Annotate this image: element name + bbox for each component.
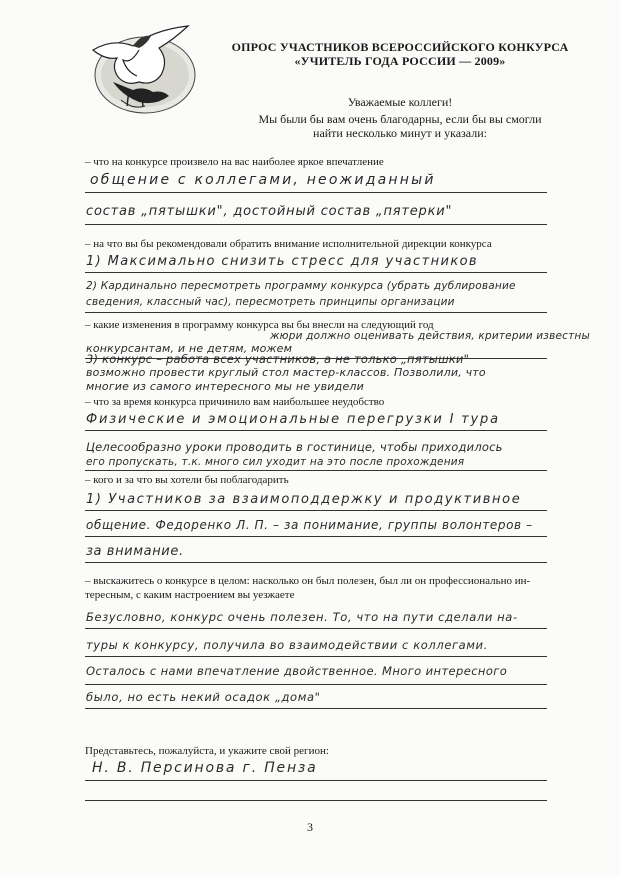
answer-4-line2[interactable]: Целесообразно уроки проводить в гостинице, чтобы приходилось	[86, 440, 503, 454]
answer-5-line2[interactable]: общение. Федоренко Л. П. – за понимание, группы волонтеров –	[86, 518, 533, 532]
answer-3-line2[interactable]: конкурсантам, и не детям, можем	[86, 342, 293, 355]
answer-rule	[85, 656, 547, 657]
answer-6-line1[interactable]: Безусловно, конкурс очень полезен. То, что на пути сделали на-	[86, 610, 518, 624]
answer-1-line1[interactable]: общение с коллегами, неожиданный	[90, 172, 436, 188]
answer-3-line1[interactable]: жюри должно оценивать действия, критерии известны	[270, 330, 590, 342]
survey-title-line1: ОПРОС УЧАСТНИКОВ ВСЕРОССИЙСКОГО КОНКУРСА	[231, 40, 569, 54]
intro-line1: Мы были бы вам очень благодарны, если бы вы смогли	[258, 112, 542, 126]
answer-rule	[85, 430, 547, 431]
page-number: 3	[307, 820, 313, 834]
signature-rule	[85, 800, 547, 801]
intro-line2: найти несколько минут и указали:	[313, 126, 487, 140]
pelican-logo-icon	[83, 20, 203, 118]
answer-3-line3[interactable]: 3) конкурс – работа всех участников, а не только „пятышки"	[86, 352, 470, 366]
answer-rule	[85, 536, 547, 537]
answer-rule	[85, 628, 547, 629]
question-6-label	[85, 574, 555, 602]
answer-2-line2[interactable]: 2) Кардинально пересмотреть программу конкурса (убрать дублирование	[86, 280, 516, 292]
question-3-label: – какие изменения в программу конкурса вы бы внесли на следующий год	[85, 319, 434, 331]
question-5-label: – кого и за что вы хотели бы поблагодарить	[85, 474, 289, 486]
signature-value[interactable]: Н. В. Персинова г. Пенза	[92, 760, 318, 776]
signature-rule	[85, 780, 547, 781]
answer-2-line1[interactable]: 1) Максимально снизить стресс для участников	[86, 254, 478, 269]
answer-6-line3[interactable]: Осталось с нами впечатление двойственное. Много интересного	[86, 664, 508, 678]
answer-3-line4[interactable]: возможно провести круглый стол мастер-классов. Позволили, что	[86, 366, 486, 379]
answer-6-line4[interactable]: было, но есть некий осадок „дома"	[86, 690, 321, 704]
question-1-label: – что на конкурсе произвело на вас наиболее яркое впечатление	[85, 156, 384, 168]
answer-rule	[85, 684, 547, 685]
signature-label: Представьтесь, пожалуйста, и укажите свой регион:	[85, 745, 329, 757]
answer-rule	[85, 192, 547, 193]
answer-rule	[85, 562, 547, 563]
greeting: Уважаемые коллеги!	[347, 95, 453, 109]
answer-4-line3[interactable]: его пропускать, т.к. много сил уходит на это после прохождения	[86, 456, 465, 468]
answer-6-line2[interactable]: туры к конкурсу, получила во взаимодействии с коллегами.	[86, 638, 488, 652]
answer-3-line5[interactable]: многие из самого интересного мы не увидели	[86, 380, 365, 393]
answer-5-line3[interactable]: за внимание.	[86, 544, 184, 559]
question-4-label: – что за время конкурса причинило вам наибольшее неудобство	[85, 396, 385, 408]
answer-rule	[85, 708, 547, 709]
answer-rule	[85, 224, 547, 225]
question-2-label: – на что вы бы рекомендовали обратить внимание исполнительной дирекции конкурса	[85, 238, 492, 250]
answer-1-line2[interactable]: состав „пятышки", достойный состав „пятерки"	[86, 204, 453, 219]
survey-title-line2: «УЧИТЕЛЬ ГОДА РОССИИ — 2009»	[294, 54, 506, 68]
answer-4-line1[interactable]: Физические и эмоциональные перегрузки I тура	[86, 412, 500, 427]
answer-rule	[85, 510, 547, 511]
question-6-label-line1: – выскажитесь о конкурсе в целом: насколько он был полезен, был ли он профессионально ин-	[85, 575, 531, 587]
answer-5-line1[interactable]: 1) Участников за взаимоподдержку и продуктивное	[86, 492, 522, 507]
answer-rule	[85, 312, 547, 313]
intro-text	[210, 112, 590, 140]
answer-rule	[85, 470, 547, 471]
survey-title	[210, 40, 590, 68]
answer-2-line3[interactable]: сведения, классный час), пересмотреть принципы организации	[86, 296, 455, 308]
answer-rule	[85, 272, 547, 273]
question-6-label-line2: тересным, с каким настроением вы уезжаете	[85, 589, 295, 601]
